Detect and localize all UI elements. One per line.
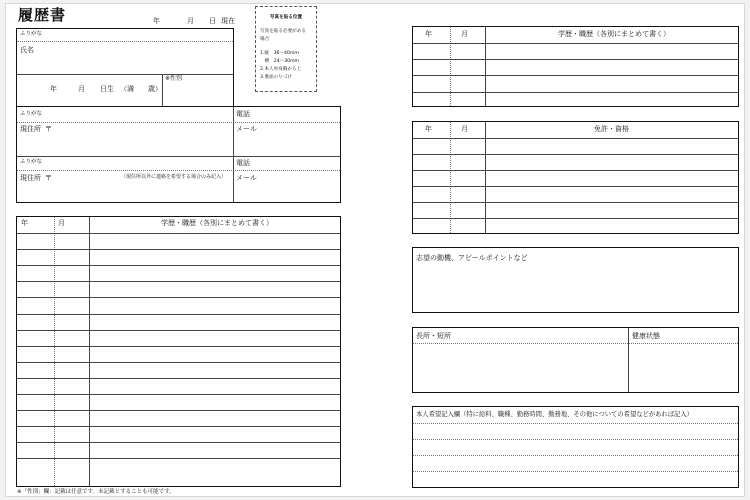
- table-row[interactable]: [413, 60, 738, 75]
- table-row[interactable]: [17, 250, 340, 265]
- phone1-field[interactable]: [234, 107, 342, 122]
- phone2-label: 電話: [236, 159, 250, 167]
- name-label: 氏名: [20, 46, 34, 54]
- address1-field[interactable]: [17, 123, 233, 156]
- personal-requests-box: [412, 406, 739, 488]
- motivation-box[interactable]: [412, 247, 739, 313]
- table-row[interactable]: [413, 76, 738, 91]
- table-row[interactable]: [17, 443, 340, 458]
- address2-field[interactable]: [17, 171, 233, 204]
- table-row[interactable]: [17, 331, 340, 346]
- table-row[interactable]: [17, 347, 340, 362]
- photo-line-6: 2.本人単身胸から上: [260, 67, 302, 72]
- education-work-history-table-right: [412, 26, 739, 107]
- history-left-col-content: 学歴・職歴（各別にまとめて書く）: [161, 219, 273, 227]
- date-month-label: 月: [187, 17, 194, 25]
- table-row[interactable]: [17, 315, 340, 330]
- table-row[interactable]: [17, 427, 340, 442]
- photo-title: 写真を貼る位置: [269, 15, 303, 20]
- mail1-field[interactable]: [234, 123, 342, 156]
- personal-info-box: [16, 28, 234, 107]
- birth-year-label: 年: [50, 85, 57, 93]
- photo-line-4: 1.縦 36〜40mm: [260, 51, 299, 56]
- phone2-field[interactable]: [234, 157, 342, 170]
- licenses-col-year: 年: [425, 125, 432, 133]
- table-row[interactable]: [413, 187, 738, 202]
- address1-label: 現住所: [20, 125, 41, 133]
- photo-placeholder[interactable]: [255, 6, 317, 92]
- table-row[interactable]: [413, 155, 738, 170]
- birth-day-label: 日生: [100, 85, 114, 93]
- birth-month-label: 月: [78, 85, 85, 93]
- mail2-field[interactable]: [234, 171, 342, 204]
- table-row[interactable]: [17, 298, 340, 313]
- name-field[interactable]: [17, 42, 235, 74]
- requests-field[interactable]: [413, 423, 740, 488]
- table-row[interactable]: [17, 266, 340, 281]
- table-row[interactable]: [17, 379, 340, 394]
- education-work-history-table-left: [16, 216, 341, 487]
- name-furigana-label: ふりがな: [20, 31, 43, 37]
- licenses-col-content: 免許・資格: [594, 125, 629, 133]
- table-row[interactable]: [413, 171, 738, 186]
- date-as-of-label: 現在: [221, 17, 235, 25]
- address2-label: 現住所: [20, 174, 41, 182]
- age-label: （満 歳）: [120, 85, 162, 93]
- table-row[interactable]: [413, 44, 738, 59]
- gender-footnote: ※「性別」欄：記載は任意です。未記載とすることも可能です。: [17, 489, 175, 495]
- health-status-label: 健康状態: [632, 332, 660, 340]
- table-row[interactable]: [413, 93, 738, 105]
- table-row[interactable]: [17, 234, 340, 249]
- strengths-health-box: [412, 327, 739, 393]
- table-row[interactable]: [17, 395, 340, 410]
- history-left-col-year: 年: [21, 219, 28, 227]
- table-row[interactable]: [17, 459, 340, 474]
- photo-line-5: 横 24〜30mm: [260, 59, 300, 64]
- table-row[interactable]: [17, 282, 340, 297]
- licenses-qualifications-table: [412, 121, 739, 234]
- requests-label: 本人希望記入欄（特に給料、職種、勤務時間、勤務地、その他についての希望などがあれば記入）: [416, 411, 693, 418]
- table-row[interactable]: [413, 139, 738, 154]
- address2-postal-icon: 〒: [45, 174, 52, 182]
- history-right-col-month: 月: [461, 30, 468, 38]
- photo-line-2: 場合: [260, 37, 270, 42]
- photo-line-1: 写真を貼る必要がある: [260, 29, 306, 34]
- mail1-label: メール: [236, 125, 257, 133]
- resume-title: 履歴書: [18, 6, 67, 24]
- table-row[interactable]: [413, 219, 738, 232]
- table-row[interactable]: [413, 203, 738, 218]
- strengths-weaknesses-label: 長所・短所: [416, 332, 451, 340]
- health-status-field[interactable]: [629, 344, 739, 393]
- motivation-label: 志望の動機、アピールポイントなど: [416, 254, 528, 262]
- date-year-label: 年: [153, 17, 160, 25]
- table-row[interactable]: [17, 411, 340, 426]
- phone1-label: 電話: [236, 110, 250, 118]
- gender-label: ※性別: [165, 75, 183, 82]
- licenses-col-month: 月: [461, 125, 468, 133]
- address2-furigana-label: ふりがな: [20, 159, 43, 165]
- resume-sheet: [5, 3, 745, 497]
- address1-furigana-label: ふりがな: [20, 111, 43, 117]
- history-right-col-year: 年: [425, 30, 432, 38]
- date-day-label: 日: [209, 17, 216, 25]
- history-left-col-month: 月: [58, 219, 65, 227]
- address-box: [16, 106, 341, 203]
- table-row[interactable]: [17, 363, 340, 378]
- photo-line-7: 3.裏面のりづけ: [260, 75, 292, 80]
- address2-note: （現住所以外に連絡を希望する場合のみ記入）: [121, 174, 227, 180]
- address1-postal-icon: 〒: [45, 125, 52, 133]
- history-right-col-content: 学歴・職歴（各別にまとめて書く）: [558, 30, 670, 38]
- gender-field[interactable]: [163, 75, 235, 107]
- mail2-label: メール: [236, 174, 257, 182]
- strengths-weaknesses-field[interactable]: [413, 344, 628, 393]
